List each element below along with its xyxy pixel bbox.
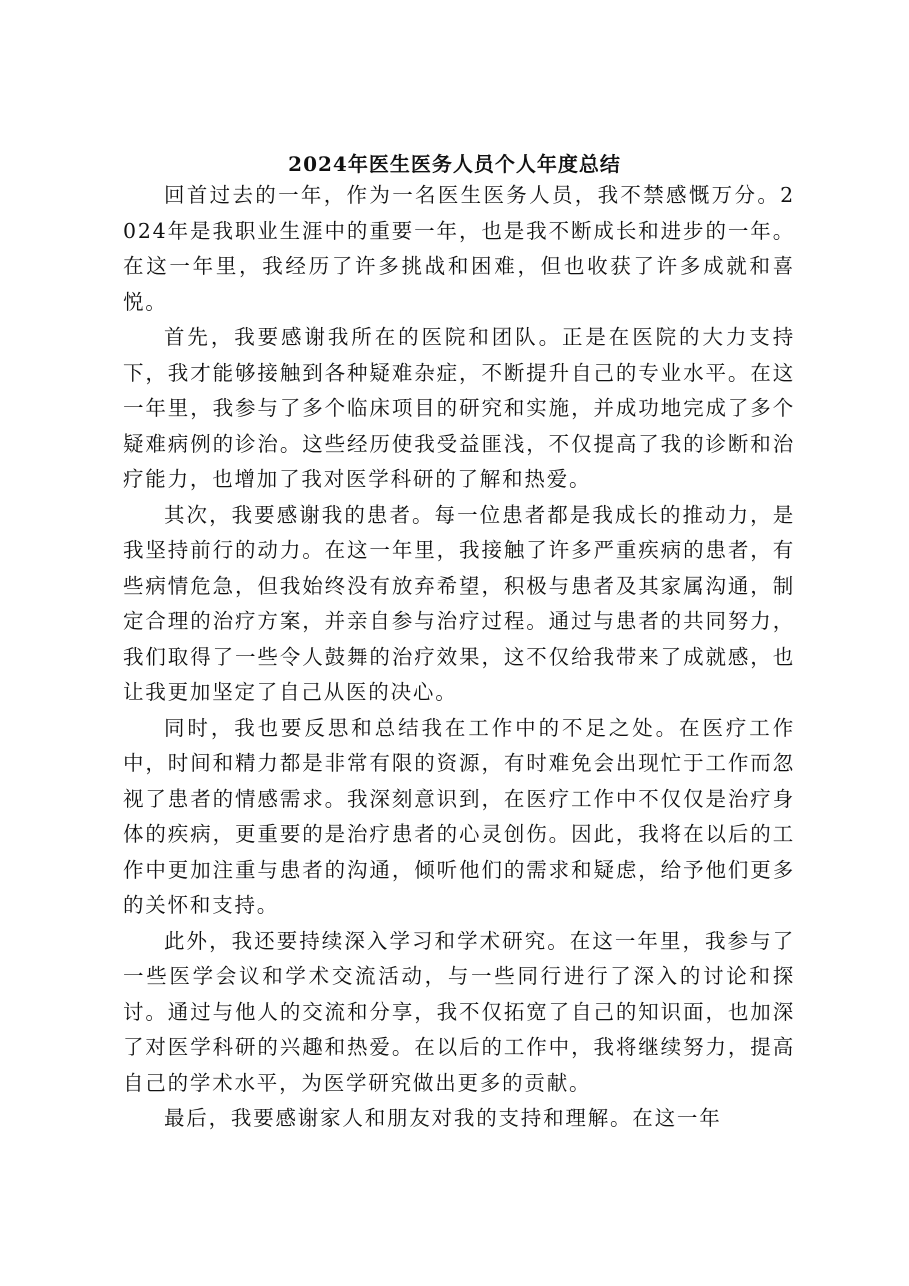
paragraph-4: 同时，我也要反思和总结我在工作中的不足之处。在医疗工作中，时间和精力都是非常有限的资源，有时难免会出现忙于工作而忽视了患者的情感需求。我深刻意识到，在医疗工作中不仅仅是治疗身体的疾病，更重要的是治疗患者的心灵创伤。因此，我将在以后的工作中更加注重与患者的沟通，倾听他们的需求和疑虑，给予他们更多的关怀和支持。 xyxy=(123,715,795,917)
paragraph-5: 此外，我还要持续深入学习和学术研究。在这一年里，我参与了一些医学会议和学术交流活动，与一些同行进行了深入的讨论和探讨。通过与他人的交流和分享，我不仅拓宽了自己的知识面，也加深了对医学科研的兴趣和热爱。在以后的工作中，我将继续努力，提高自己的学术水平，为医学研究做出更多的贡献。 xyxy=(123,928,795,1095)
paragraph-3: 其次，我要感谢我的患者。每一位患者都是我成长的推动力，是我坚持前行的动力。在这一年里，我接触了许多严重疾病的患者，有些病情危急，但我始终没有放弃希望，积极与患者及其家属沟通，制定合理的治疗方案，并亲自参与治疗过程。通过与患者的共同努力，我们取得了一些令人鼓舞的治疗效果，这不仅给我带来了成就感，也让我更加坚定了自己从医的决心。 xyxy=(123,502,795,704)
document-body xyxy=(123,178,795,1137)
paragraph-2: 首先，我要感谢我所在的医院和团队。正是在医院的大力支持下，我才能够接触到各种疑难杂症，不断提升自己的专业水平。在这一年里，我参与了多个临床项目的研究和实施，并成功地完成了多个疑难病例的诊治。这些经历使我受益匪浅，不仅提高了我的诊断和治疗能力，也增加了我对医学科研的了解和热爱。 xyxy=(123,325,795,491)
document-title: 2024年医生医务人员个人年度总结 xyxy=(288,152,621,176)
paragraph-6: 最后，我要感谢家人和朋友对我的支持和理解。在这一年 xyxy=(164,1106,722,1130)
paragraph-1: 回首过去的一年，作为一名医生医务人员，我不禁感慨万分。2024年是我职业生涯中的重要一年，也是我不断成长和进步的一年。在这一年里，我经历了许多挑战和困难，但也收获了许多成就和喜悦。 xyxy=(123,183,795,314)
